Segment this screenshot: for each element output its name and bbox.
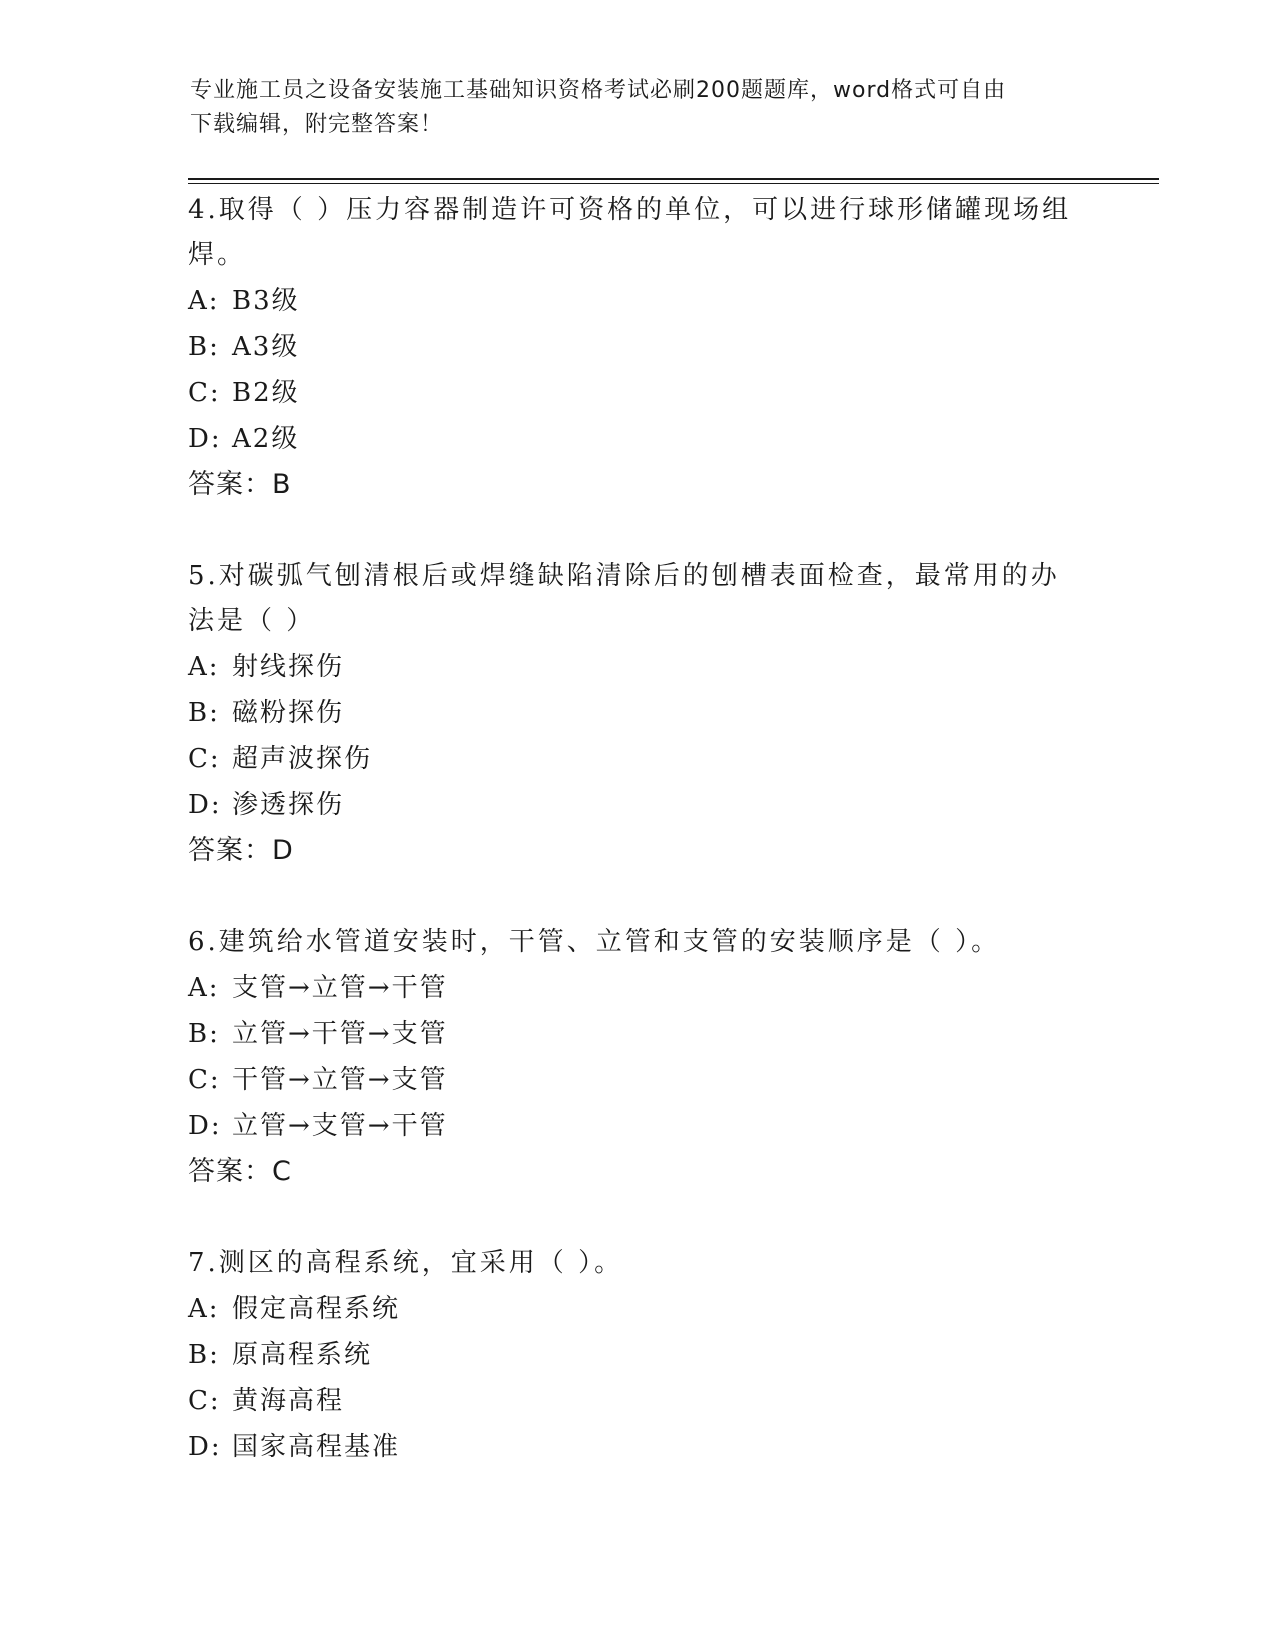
option-text: 磁粉探伤 [232, 698, 345, 728]
option-text: 干管→立管→支管 [232, 1065, 448, 1095]
option-text: 支管→立管→干管 [232, 973, 448, 1003]
option-key: C: [188, 378, 221, 408]
option-c [188, 370, 1088, 416]
option-text: 超声波探伤 [232, 744, 373, 774]
option-text: 射线探伤 [232, 652, 345, 682]
header-line-2: 下载编辑，附完整答案！ [190, 112, 444, 137]
question-stem: 7.测区的高程系统，宜采用（ ）。 [188, 1248, 624, 1278]
question-stem: 6.建筑给水管道安装时，干管、立管和支管的安装顺序是（ ）。 [188, 927, 1001, 957]
option-key: D: [188, 424, 222, 454]
option-a [188, 1286, 1088, 1332]
answer: 答案：D [188, 835, 294, 866]
option-key: C: [188, 1386, 221, 1416]
option-b [188, 1332, 1088, 1378]
header-rule-thin [188, 183, 1159, 184]
question-6 [188, 920, 1088, 1241]
option-text: A2级 [232, 424, 300, 454]
option-key: C: [188, 1065, 221, 1095]
option-text: A3级 [232, 332, 300, 362]
option-text: 原高程系统 [232, 1340, 373, 1370]
option-text: B2级 [232, 378, 300, 408]
option-text: B3级 [232, 286, 300, 316]
option-text: 渗透探伤 [232, 790, 345, 820]
question-spacer [188, 874, 1088, 920]
option-c [188, 736, 1088, 782]
option-key: B: [188, 698, 220, 728]
option-d [188, 782, 1088, 828]
option-key: D: [188, 1432, 222, 1462]
document-header [190, 74, 1070, 142]
option-key: A: [188, 973, 220, 1003]
question-5 [188, 554, 1088, 920]
option-key: B: [188, 1019, 220, 1049]
option-key: B: [188, 332, 220, 362]
question-spacer [188, 508, 1088, 554]
option-b [188, 690, 1088, 736]
question-7 [188, 1241, 1088, 1470]
question-4 [188, 188, 1088, 554]
option-key: A: [188, 652, 220, 682]
option-key: C: [188, 744, 221, 774]
question-list [188, 188, 1088, 1470]
header-line-1: 专业施工员之设备安装施工基础知识资格考试必刷200题题库，word格式可自由 [190, 78, 1007, 103]
option-c [188, 1378, 1088, 1424]
option-text: 假定高程系统 [232, 1294, 401, 1324]
option-text: 国家高程基准 [232, 1432, 401, 1462]
option-b [188, 1011, 1088, 1057]
option-key: A: [188, 286, 220, 316]
option-text: 立管→干管→支管 [232, 1019, 448, 1049]
question-stem: 5.对碳弧气刨清根后或焊缝缺陷清除后的刨槽表面检查，最常用的办法是（ ） [188, 561, 1060, 636]
option-key: D: [188, 790, 222, 820]
answer: 答案：C [188, 1156, 292, 1187]
answer: 答案：B [188, 469, 292, 500]
option-a [188, 965, 1088, 1011]
option-a [188, 644, 1088, 690]
option-text: 黄海高程 [232, 1386, 345, 1416]
option-key: B: [188, 1340, 220, 1370]
option-a [188, 278, 1088, 324]
option-c [188, 1057, 1088, 1103]
question-stem: 4.取得（ ）压力容器制造许可资格的单位，可以进行球形储罐现场组焊。 [188, 195, 1072, 270]
option-key: A: [188, 1294, 220, 1324]
option-text: 立管→支管→干管 [232, 1111, 448, 1141]
option-key: D: [188, 1111, 222, 1141]
header-rule-thick [188, 178, 1159, 180]
option-d [188, 1424, 1088, 1470]
option-d [188, 416, 1088, 462]
option-b [188, 324, 1088, 370]
question-spacer [188, 1195, 1088, 1241]
option-d [188, 1103, 1088, 1149]
